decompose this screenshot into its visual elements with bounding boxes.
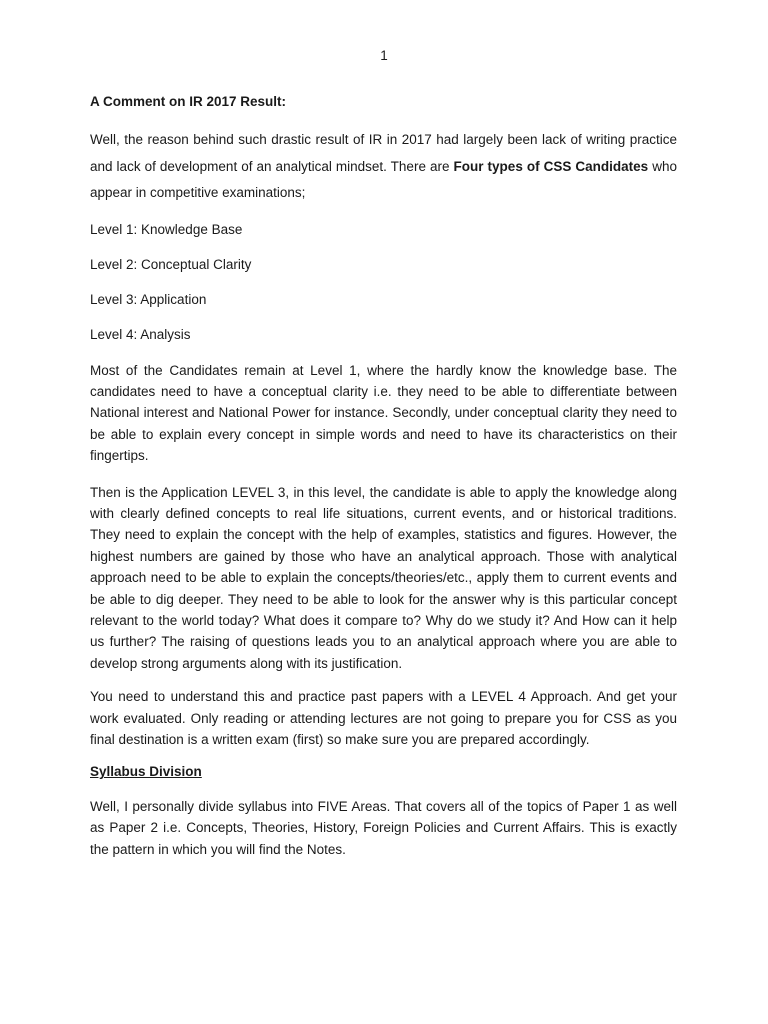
body-paragraph: You need to understand this and practice past papers with a LEVEL 4 Approach. And get your work evaluated. Only reading or attending lectures are not going to prepare you for CSS as you final destination is a written exam (first) so make sure you are prepared accordingly. — [90, 689, 677, 747]
level-item: Level 3: Application — [90, 291, 207, 307]
intro-text-before: Well, the reason behind such drastic result of IR in 2017 had largely been lack of writing practice and lack of development of an analytical mindset. There are — [90, 132, 677, 174]
intro-bold-phrase: Four types of CSS Candidates — [453, 158, 649, 174]
body-paragraph: Most of the Candidates remain at Level 1, where the hardly know the knowledge base. The candidates need to have a conceptual clarity i.e. they need to be able to differentiate between National interest and National Power for instance. Secondly, under conceptual clarity they need to be able to explain every concept in simple words and need to have its characteristics on their fingertips. — [90, 362, 677, 464]
intro-paragraph — [90, 127, 677, 207]
level-item: Level 1: Knowledge Base — [90, 221, 243, 237]
level-item: Level 2: Conceptual Clarity — [90, 256, 252, 272]
level-item: Level 4: Analysis — [90, 326, 191, 342]
section-paragraph: Well, I personally divide syllabus into FIVE Areas. That covers all of the topics of Paper 1 as well as Paper 2 i.e. Concepts, Theories, History, Foreign Policies and Current Affairs. This is exactly the pattern in which you will find the Notes. — [90, 798, 677, 857]
body-paragraph: Then is the Application LEVEL 3, in this level, the candidate is able to apply the knowledge along with clearly defined concepts to real life situations, current events, and or historical traditions. They need to explain the concept with the help of examples, statistics and figures. However, the highest numbers are gained by those who have an analytical approach. Those with analytical approach need to be able to explain the concepts/theories/etc., apply them to current events and be able to dig deeper. They need to be able to look for the answer why is this particular concept relevant to the world today? What does it compare to? Why do we study it? And How can it help us further? The raising of questions leads you to an analytical approach where you are able to develop strong arguments along with its justification. — [90, 484, 677, 671]
section-title: Syllabus Division — [90, 764, 202, 780]
intro-text-after: who appear in competitive examinations; — [90, 158, 677, 200]
document-body — [90, 92, 677, 860]
document-heading: A Comment on IR 2017 Result: — [90, 94, 287, 109]
page-number: 1 — [380, 48, 388, 63]
